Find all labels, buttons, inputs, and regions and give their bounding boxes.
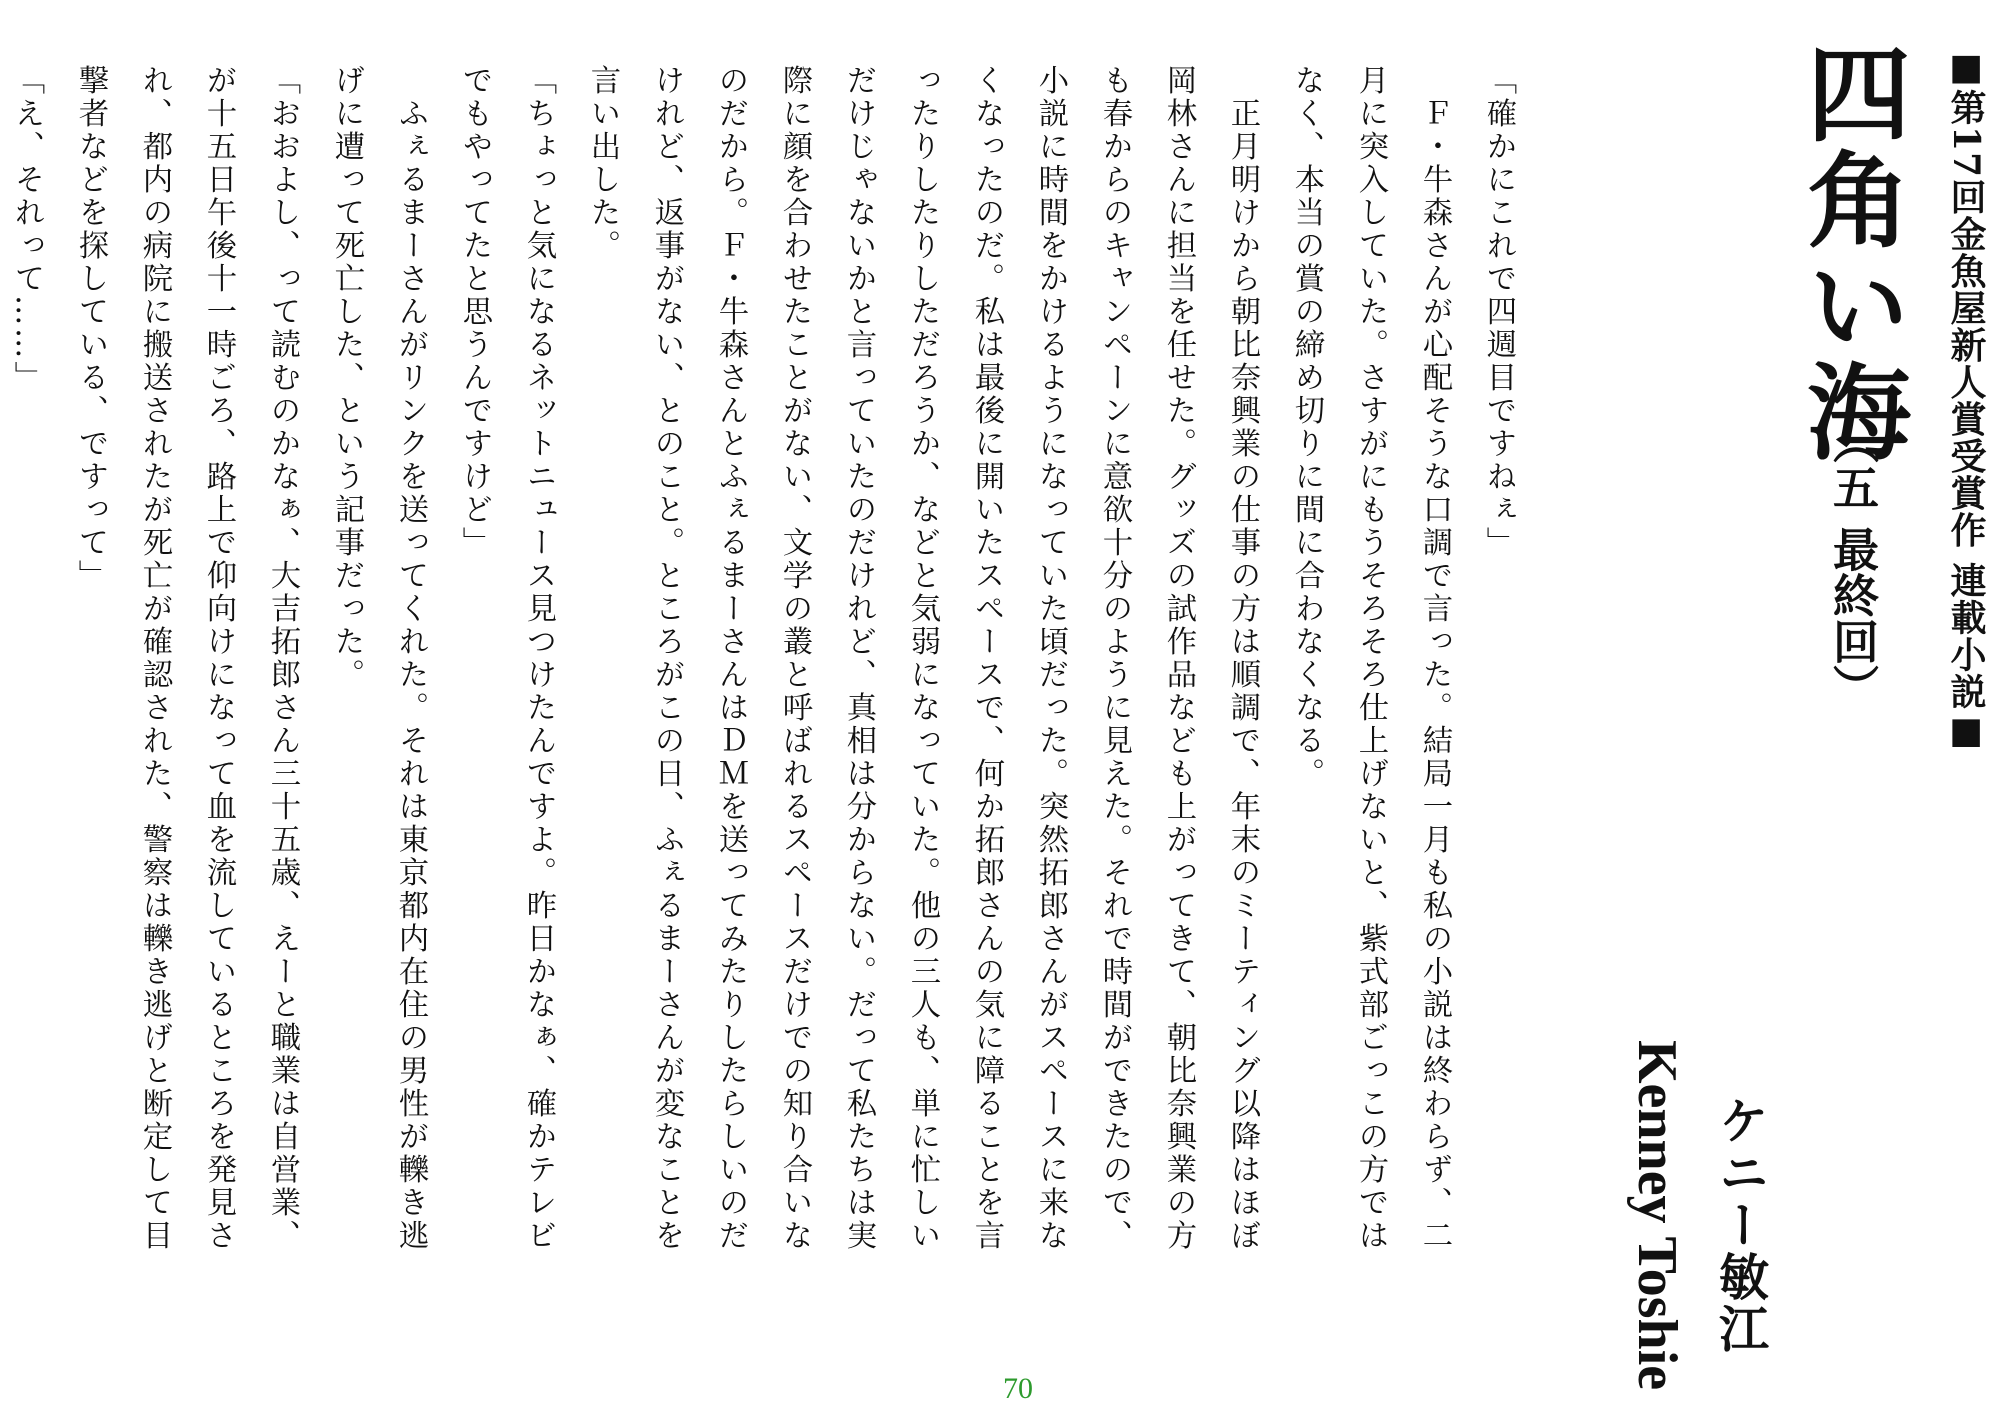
installment-label: （五 最終回）: [1826, 418, 1880, 711]
body-text-line: れ、都内の病院に搬送されたが死亡が確認された、警察は轢き逃げと断定して目: [137, 64, 172, 1252]
body-text-line: 撃者などを探している、ですって」: [73, 64, 108, 592]
body-text-line: くなったのだ。私は最後に開いたスペースで、何か拓郎さんの気に障ることを言: [969, 64, 1004, 1252]
body-text-line: 「おおよし、って読むのかなぁ、大吉拓郎さん三十五歳、えーと職業は自営業、: [265, 64, 300, 1252]
body-text-line: 「え、それって……」: [9, 64, 44, 394]
story-body: [0, 64, 1530, 1394]
body-text-line: 正月明けから朝比奈興業の仕事の方は順調で、年末のミーティング以降はほぼ: [1225, 64, 1260, 1252]
series-heading: ■第17回金魚屋新人賞受賞作 連載小説■: [1945, 46, 1987, 753]
body-text-line: げに遭って死亡した、という記事だった。: [329, 64, 364, 691]
body-text-line: 「確かにこれで四週目ですねぇ」: [1481, 64, 1516, 559]
author-name-japanese: ケニー敏江: [1711, 1095, 1770, 1355]
body-text-line: ったりしたりしただろうか、などと気弱になっていた。他の三人も、単に忙しい: [905, 64, 940, 1252]
page-number: 70: [1003, 1372, 1033, 1405]
body-text-line: も春からのキャンペーンに意欲十分のように見えた。それで時間ができたので、: [1097, 64, 1132, 1252]
body-text-line: けれど、返事がない、とのこと。ところがこの日、ふぇるまーさんが変なことを: [649, 64, 684, 1252]
body-text-line: 際に顔を合わせたことがない、文学の叢と呼ばれるスペースだけでの知り合いな: [777, 64, 812, 1252]
body-text-line: ふぇるまーさんがリンクを送ってくれた。それは東京都内在住の男性が轢き逃: [393, 64, 428, 1252]
body-text-line: だけじゃないかと言っていたのだけれど、真相は分からない。だって私たちは実: [841, 64, 876, 1252]
body-text-line: でもやってたと思うんですけど」: [457, 64, 492, 559]
body-text-line: 月に突入していた。さすがにもうそろそろ仕上げないと、紫式部ごっこの方では: [1353, 64, 1388, 1252]
author-name-english: Kenney Toshie: [1626, 1040, 1688, 1391]
story-title: 四角い海: [1789, 40, 1912, 464]
body-text-line: Ｆ・牛森さんが心配そうな口調で言った。結局一月も私の小説は終わらず、二: [1417, 64, 1452, 1252]
body-text-line: 「ちょっと気になるネットニュース見つけたんですよ。昨日かなぁ、確かテレビ: [521, 64, 556, 1252]
body-text-line: 岡林さんに担当を任せた。グッズの試作品なども上がってきて、朝比奈興業の方: [1161, 64, 1196, 1252]
body-text-line: が十五日午後十一時ごろ、路上で仰向けになって血を流しているところを発見さ: [201, 64, 236, 1252]
body-text-line: 言い出した。: [585, 64, 620, 262]
body-text-line: なく、本当の賞の締め切りに間に合わなくなる。: [1289, 64, 1324, 790]
body-text-line: のだから。Ｆ・牛森さんとふぇるまーさんはＤＭを送ってみたりしたらしいのだ: [713, 64, 748, 1252]
body-text-line: 小説に時間をかけるようになっていた頃だった。突然拓郎さんがスペースに来な: [1033, 64, 1068, 1252]
